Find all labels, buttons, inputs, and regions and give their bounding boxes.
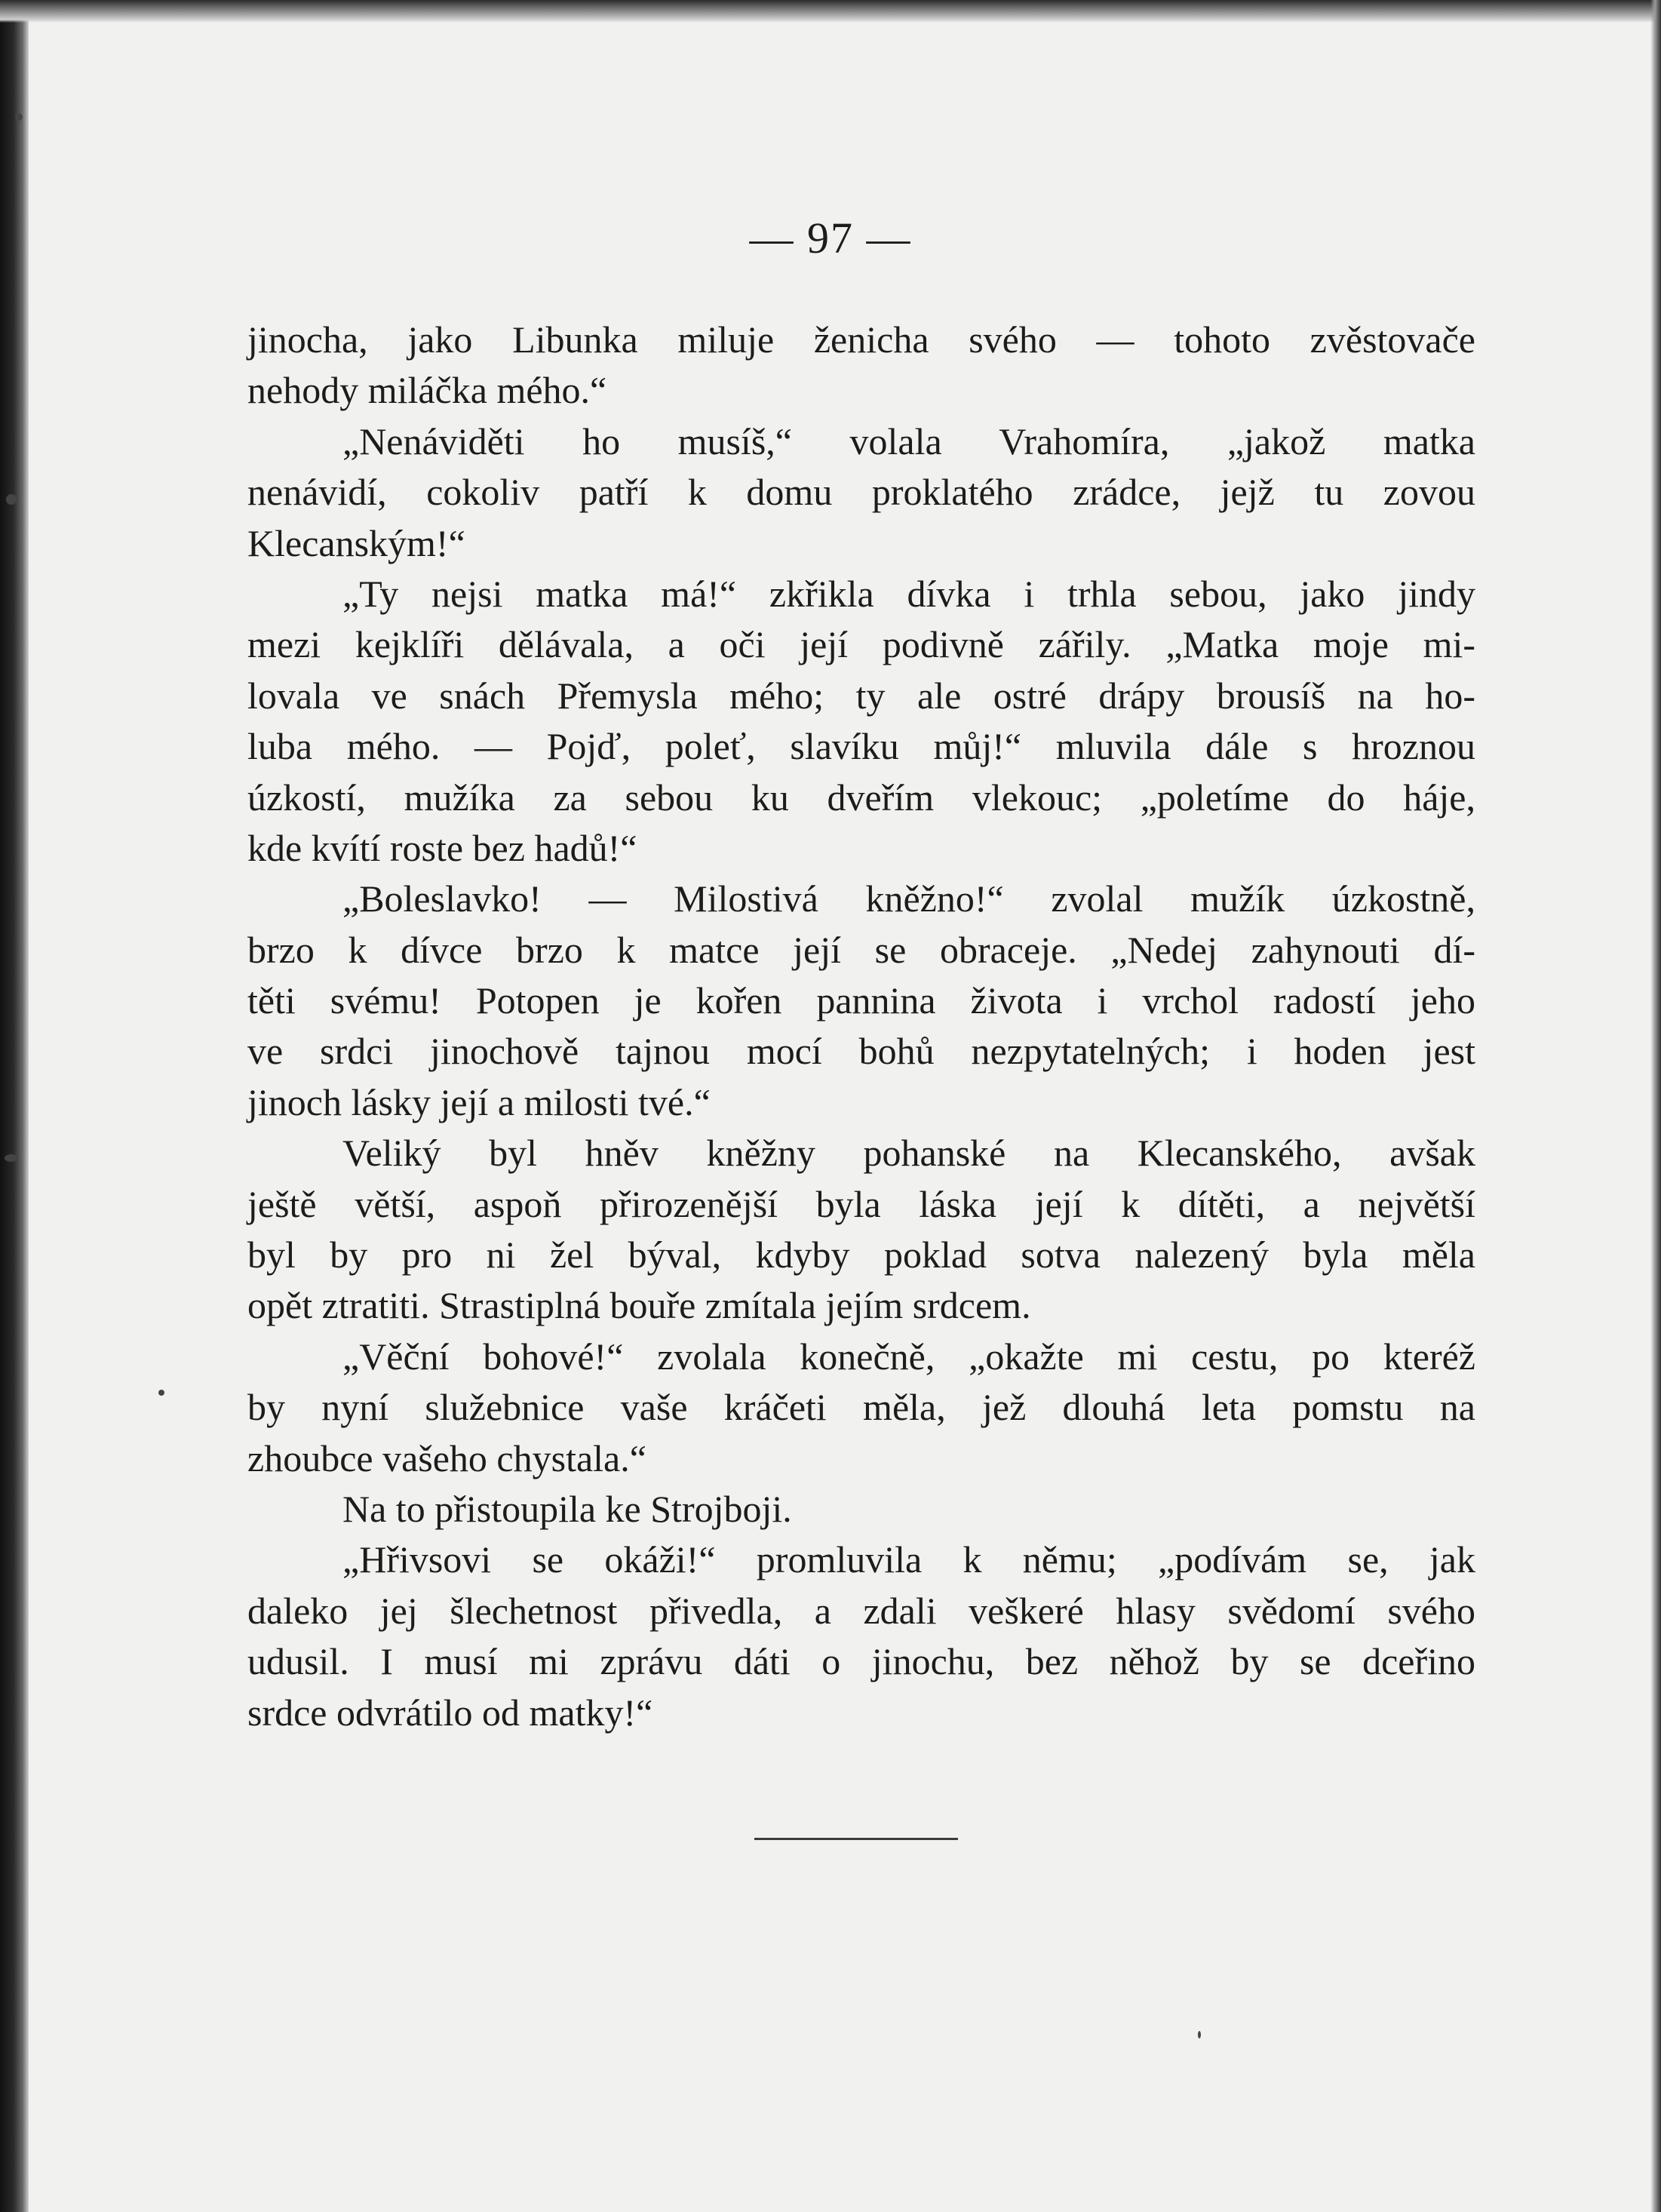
- text-line: „Ty nejsi matka má!“ zkřikla dívka i trhla sebou, jako jindy: [342, 572, 1475, 615]
- text-line: nehody miláčka mého.“: [247, 369, 607, 412]
- text-line: Veliký byl hněv kněžny pohanské na Klecanského, avšak: [342, 1132, 1475, 1175]
- text-line: lovala ve snách Přemysla mého; ty ale ostré drápy brousíš na ho-: [247, 674, 1475, 717]
- text-line: „Boleslavko! — Milostivá kněžno!“ zvolal mužík úzkostně,: [342, 877, 1475, 920]
- ink-speck: [5, 1154, 18, 1162]
- text-line: daleko jej šlechetnost přivedla, a zdali veškeré hlasy svědomí svého: [247, 1589, 1475, 1632]
- text-line: úzkostí, mužíka za sebou ku dveřím vlekouc; „poletíme do háje,: [247, 776, 1475, 819]
- text-line: „Věční bohové!“ zvolala konečně, „okažte mi cestu, po kteréž: [342, 1335, 1475, 1378]
- text-line: mezi kejklíři dělávala, a oči její podivně zářily. „Matka moje mi-: [247, 623, 1475, 666]
- text-line: byl by pro ni žel býval, kdyby poklad sotva nalezený byla měla: [247, 1233, 1475, 1277]
- text-line: „Hřivsovi se okáži!“ promluvila k němu; „podívám se, jak: [342, 1538, 1475, 1581]
- text-line: nenávidí, cokoliv patří k domu proklatého zrádce, jejž tu zovou: [247, 471, 1475, 514]
- text-line: Klecanským!“: [247, 521, 465, 564]
- page-number: — 97 —: [749, 214, 912, 263]
- text-line: jinocha, jako Libunka miluje ženicha svého — tohoto zvěstovače: [247, 318, 1475, 361]
- text-line: „Nenáviděti ho musíš,“ volala Vrahomíra, „jakož matka: [342, 419, 1475, 462]
- text-line: luba mého. — Pojď, poleť, slavíku můj!“ mluvila dále s hroznou: [247, 725, 1475, 768]
- ink-speck: [15, 113, 23, 121]
- binding-shadow-left: [0, 0, 29, 2212]
- text-line: jinoch lásky její a milosti tvé.“: [247, 1080, 711, 1123]
- text-line: opět ztratiti. Strastiplná bouře zmítala jejím srdcem.: [247, 1284, 1031, 1327]
- text-line: ve srdci jinochově tajnou mocí bohů nezpytatelných; i hoden jest: [247, 1030, 1475, 1073]
- text-line: těti svému! Potopen je kořen pannina života i vrchol radostí jeho: [247, 979, 1475, 1022]
- end-rule: [754, 1838, 958, 1840]
- binding-shadow-top: [0, 0, 1661, 23]
- text-line: by nyní služebnice vaše kráčeti měla, jež dlouhá leta pomstu na: [247, 1386, 1475, 1429]
- ink-speck: [1198, 2031, 1201, 2038]
- text-line: zhoubce vašeho chystala.“: [247, 1436, 646, 1479]
- body-text: [247, 315, 1475, 1738]
- text-line: srdce odvrátilo od matky!“: [247, 1691, 653, 1734]
- text-line: brzo k dívce brzo k matce její se obraceje. „Nedej zahynouti dí-: [247, 928, 1475, 971]
- text-line: udusil. I musí mi zprávu dáti o jinochu, bez něhož by se dceřino: [247, 1640, 1475, 1683]
- text-line: Na to přistoupila ke Strojboji.: [342, 1487, 792, 1530]
- text-line: ještě větší, aspoň přirozenější byla láska její k dítěti, a největší: [247, 1182, 1475, 1225]
- ink-speck: [158, 1390, 164, 1396]
- text-line: kde kvítí roste bez hadů!“: [247, 826, 637, 869]
- page-edge-right: [1650, 0, 1661, 2212]
- ink-speck: [6, 494, 17, 505]
